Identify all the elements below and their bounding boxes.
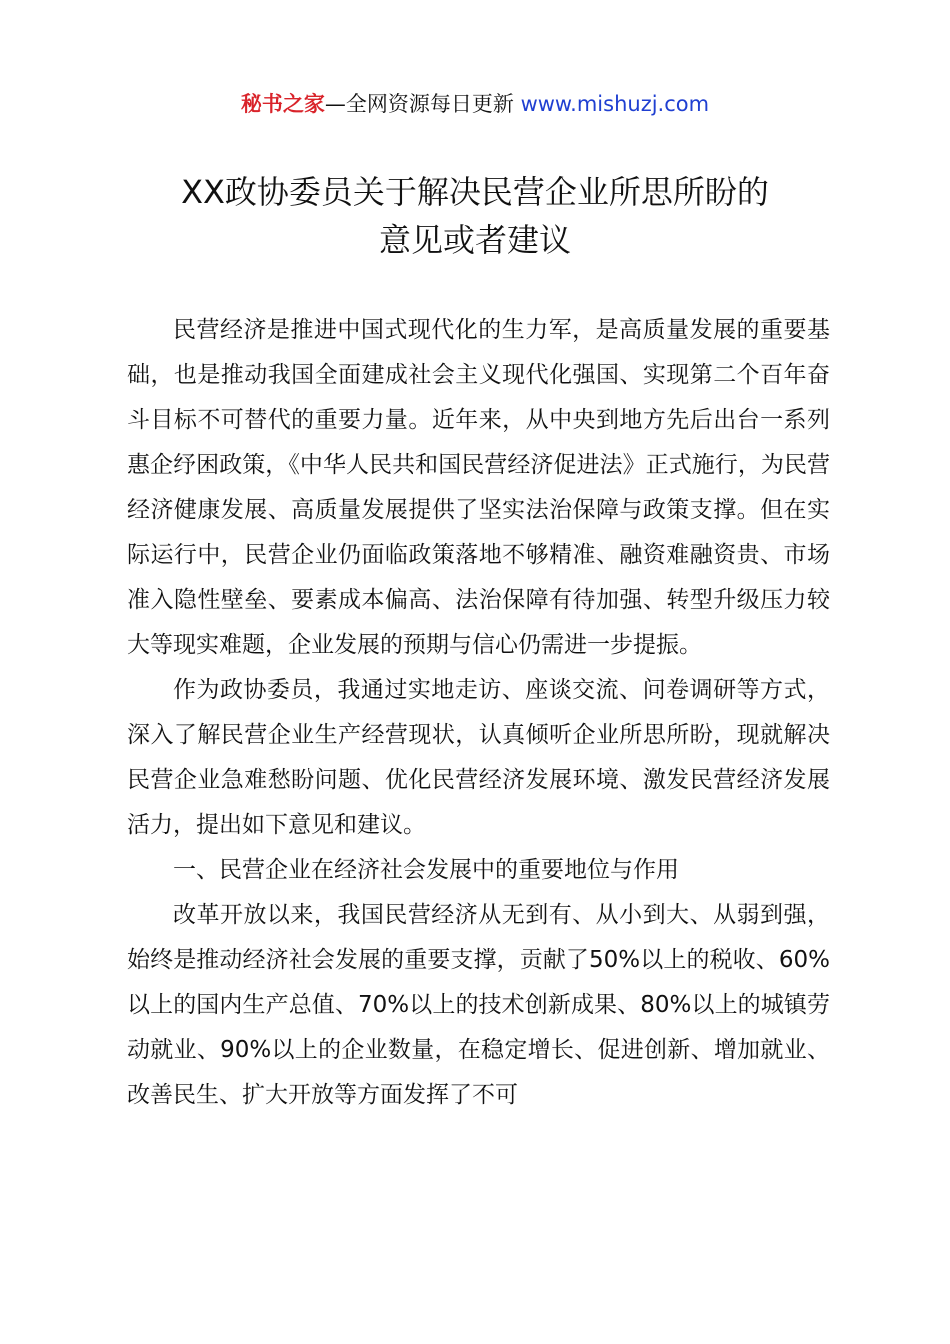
- site-header: [0, 88, 950, 120]
- section-heading-1: 一、民营企业在经济社会发展中的重要地位与作用: [173, 857, 679, 883]
- document-body: [127, 308, 830, 1118]
- site-tagline: —全网资源每日更新: [324, 92, 514, 116]
- paragraph-intro: 民营经济是推进中国式现代化的生力军，是高质量发展的重要基础，也是推动我国全面建成社会主义现代化强国、实现第二个百年奋斗目标不可替代的重要力量。近年来，从中央到地方先后出台一系列惠企纾困政策，《中华人民共和国民营经济促进法》正式施行，为民营经济健康发展、高质量发展提供了坚实法治保障与政策支撑。但在实际运行中，民营企业仍面临政策落地不够精准、融资难融资贵、市场准入隐性壁垒、要素成本偏高、法治保障有待加强、转型升级压力较大等现实难题，企业发展的预期与信心仍需进一步提振。: [127, 317, 830, 658]
- paragraph-section-1: 改革开放以来，我国民营经济从无到有、从小到大、从弱到强，始终是推动经济社会发展的重要支撑，贡献了50%以上的税收、60%以上的国内生产总值、70%以上的技术创新成果、80%以上的城镇劳动就业、90%以上的企业数量，在稳定增长、促进创新、增加就业、改善民生、扩大开放等方面发挥了不可: [127, 902, 830, 1108]
- document-title: [0, 168, 950, 264]
- paragraph-purpose: 作为政协委员，我通过实地走访、座谈交流、问卷调研等方式，深入了解民营企业生产经营现状，认真倾听企业所思所盼，现就解决民营企业急难愁盼问题、优化民营经济发展环境、激发民营经济发展活力，提出如下意见和建议。: [127, 677, 830, 838]
- site-brand: 秘书之家: [240, 92, 325, 116]
- site-url-link[interactable]: www.mishuzj.com: [520, 92, 710, 116]
- title-line-2: 意见或者建议: [378, 221, 571, 259]
- title-line-1: XX政协委员关于解决民营企业所思所盼的: [181, 173, 769, 211]
